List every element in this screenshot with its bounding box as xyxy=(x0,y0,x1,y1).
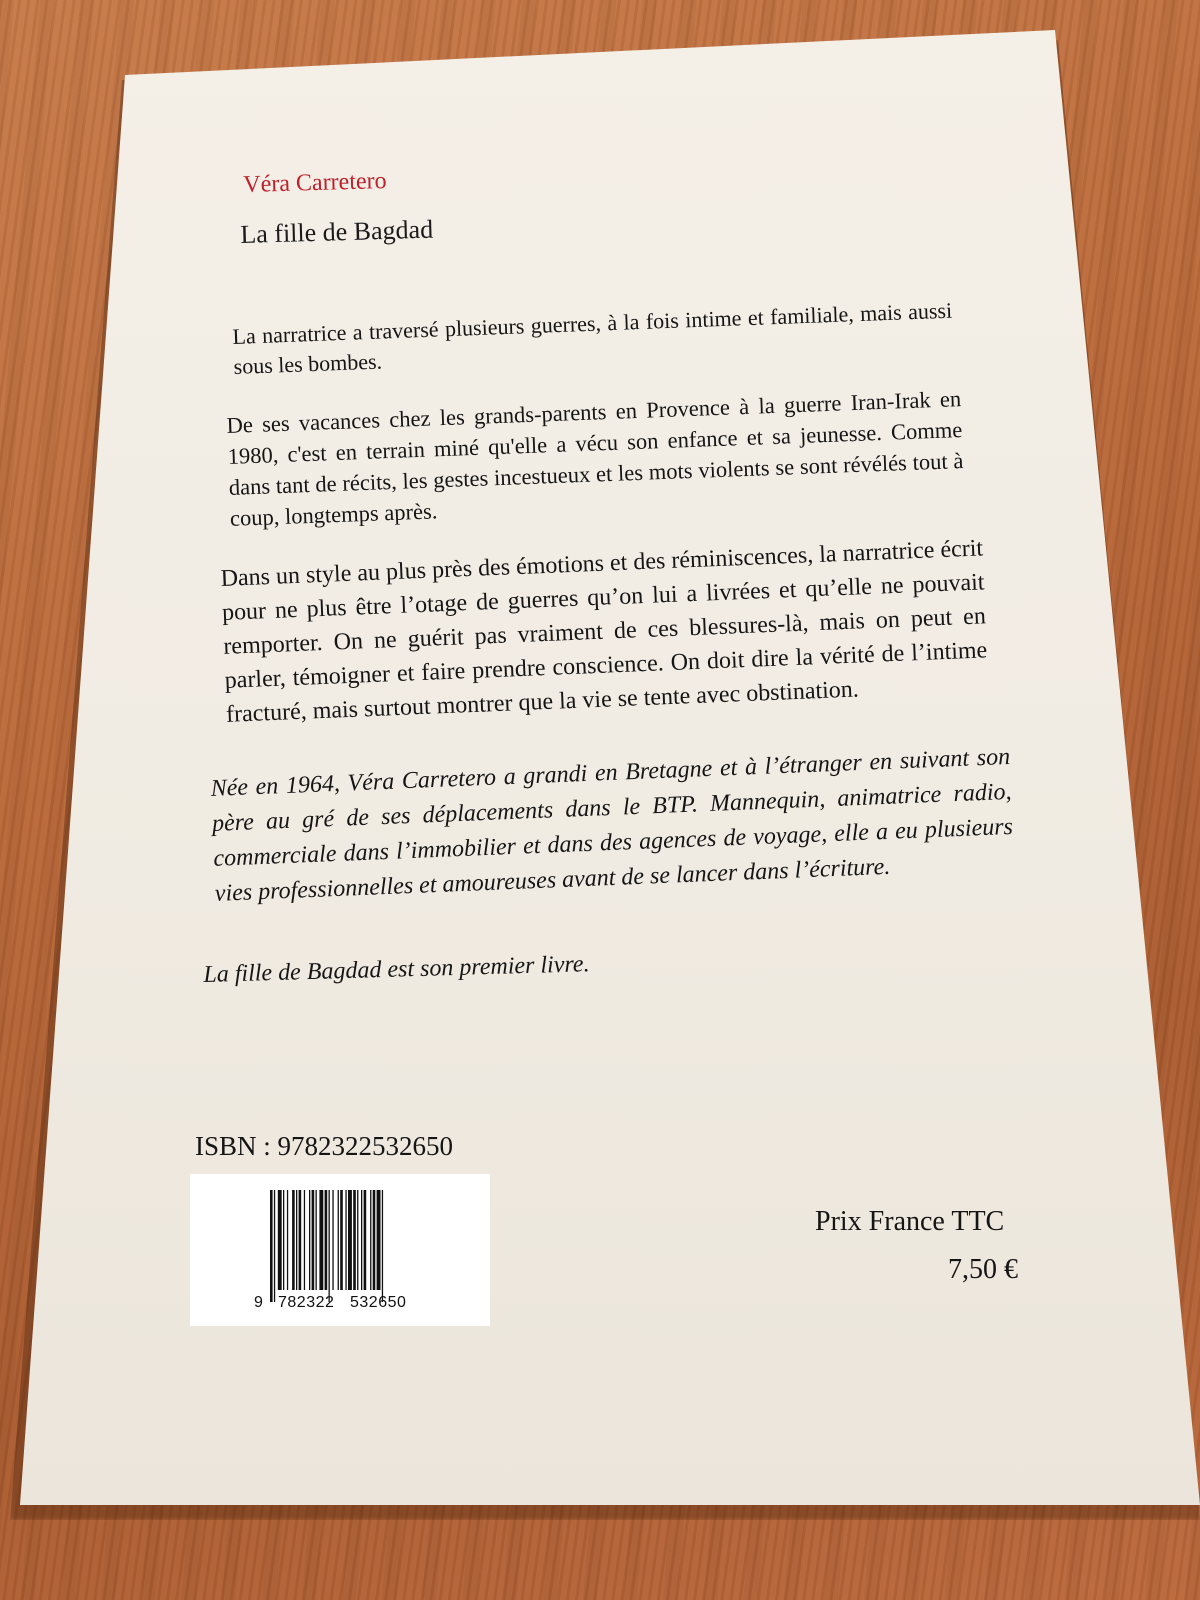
barcode-bar xyxy=(340,1190,343,1290)
barcode-bar xyxy=(377,1190,381,1290)
barcode-bar xyxy=(373,1190,376,1290)
barcode-bar xyxy=(325,1190,328,1290)
price-value: 7,50 € xyxy=(948,1254,1018,1285)
barcode-bar xyxy=(304,1190,305,1290)
price-label: Prix France TTC xyxy=(815,1206,1005,1237)
barcode-bar xyxy=(292,1190,295,1290)
barcode-bar xyxy=(283,1190,284,1290)
barcode-bar xyxy=(270,1190,273,1302)
book-title: La fille de Bagdad xyxy=(240,214,434,249)
barcode-bar xyxy=(382,1190,383,1302)
blurb-paragraph: Dans un style au plus près des émotions et des réminiscences, la narratrice écrit pour ne plus être l’otage de guerres qu’on lui a livrées et qu’elle ne pouvait remporter. On ne guérit pas vraiment de ces blessures-là, mais on peut en parler, témoigner et faire prendre conscience. On doit dire la vérité de l’intime fracturé, mais surtout montrer que la vie se tente avec obstination. xyxy=(220,535,988,728)
barcode-bar xyxy=(353,1190,356,1290)
barcode-bar xyxy=(329,1190,330,1302)
barcode-bar xyxy=(361,1190,362,1290)
barcode-bar xyxy=(370,1190,371,1290)
first-book-note: La fille de Bagdad est son premier livre. xyxy=(203,951,590,988)
barcode-bar xyxy=(348,1190,352,1290)
barcode-bar xyxy=(274,1190,275,1302)
barcode-bar xyxy=(332,1190,333,1290)
barcode-bars xyxy=(190,1174,490,1326)
barcode-group-1: 782322 xyxy=(278,1294,335,1311)
barcode-bar xyxy=(278,1190,282,1290)
barcode-bar xyxy=(364,1190,367,1290)
barcode-bar xyxy=(316,1190,317,1290)
barcode-bar xyxy=(338,1190,339,1290)
barcode-bar xyxy=(312,1190,315,1290)
barcode-bar xyxy=(345,1190,346,1290)
barcode-first-digit: 9 xyxy=(254,1294,263,1311)
barcode-bar xyxy=(319,1190,323,1290)
blurb-paragraph: La narratrice a traversé plusieurs guerres, à la fois intime et familiale, mais aussi sous les bombes. xyxy=(232,297,953,379)
barcode-group-2: 532650 xyxy=(350,1294,407,1311)
isbn-label: ISBN : 9782322532650 xyxy=(195,1131,454,1161)
barcode-bar xyxy=(309,1190,310,1290)
barcode-bar xyxy=(299,1190,302,1290)
blurb-paragraph: De ses vacances chez les grands-parents en Provence à la guerre Iran-Irak en 1980, c'est en terrain miné qu'elle a vécu son enfance et sa jeunesse. Comme dans tant de récits, les gestes incestueux et les mots violents se sont révélés tout à coup, longtemps après. xyxy=(226,386,964,531)
author-name: Véra Carretero xyxy=(243,168,387,198)
barcode-bar xyxy=(357,1190,358,1290)
barcode xyxy=(190,1174,490,1326)
barcode-bar xyxy=(287,1190,288,1290)
barcode-bar xyxy=(296,1190,297,1290)
author-bio: Née en 1964, Véra Carretero a grandi en Bretagne et à l’étranger en suivant son père au gré de ses déplacements dans le BTP. Mannequin, animatrice radio, commerciale dans l’immobilier et dans des agences de voyage, elle a eu plusieurs vies professionnelles et amoureuses avant de se lancer dans l’écriture. xyxy=(210,743,1014,907)
